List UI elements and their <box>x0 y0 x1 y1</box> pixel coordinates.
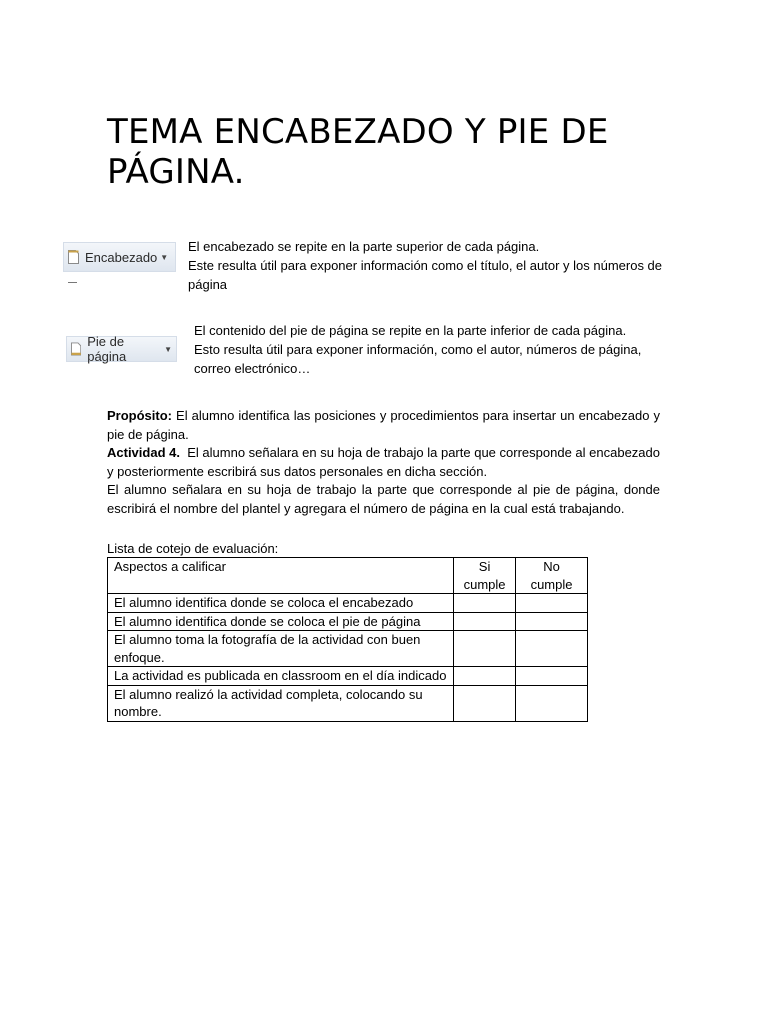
pie-line-2: Esto resulta útil para exponer información, como el autor, números de página, correo electrónico… <box>194 342 642 376</box>
proposito-paragraph <box>107 407 660 444</box>
divider <box>68 282 77 283</box>
encabezado-button[interactable] <box>63 242 176 272</box>
document-icon <box>68 250 79 264</box>
actividad-label: Actividad 4. <box>107 445 180 460</box>
pie-de-pagina-button[interactable] <box>66 336 177 362</box>
no-cumple-cell[interactable] <box>516 685 588 721</box>
no-cumple-cell[interactable] <box>516 594 588 613</box>
chevron-down-icon: ▼ <box>160 252 169 262</box>
pie-line-1: El contenido del pie de página se repite en la parte inferior de cada página. <box>194 323 627 338</box>
proposito-text: El alumno identifica las posiciones y procedimientos para insertar un encabezado y pie de página. <box>107 408 660 442</box>
pie-description <box>194 321 664 378</box>
table-row <box>108 594 588 613</box>
evaluation-table <box>107 557 588 722</box>
encabezado-description <box>188 237 678 294</box>
no-cumple-cell[interactable] <box>516 631 588 667</box>
si-cumple-cell[interactable] <box>454 631 516 667</box>
table-header-row <box>108 558 588 594</box>
pie-instruction-paragraph: El alumno señalara en su hoja de trabajo la parte que corresponde al pie de página, donde escribirá el nombre del plantel y agregara el número de página en la cual está trabajando. <box>107 482 660 516</box>
activity-instructions <box>107 407 664 518</box>
table-cell: El alumno identifica donde se coloca el encabezado <box>108 594 454 613</box>
si-cumple-cell[interactable] <box>454 612 516 631</box>
page-title: TEMA ENCABEZADO Y PIE DE PÁGINA. <box>107 112 609 192</box>
lista-cotejo-title: Lista de cotejo de evaluación: <box>107 541 279 556</box>
no-cumple-cell[interactable] <box>516 612 588 631</box>
table-cell: El alumno identifica donde se coloca el pie de página <box>108 612 454 631</box>
actividad-text: El alumno señalara en su hoja de trabajo la parte que corresponde al encabezado y posteriormente escribirá sus datos personales en dicha sección. <box>107 445 664 479</box>
encabezado-line-1: El encabezado se repite en la parte superior de cada página. <box>188 239 540 254</box>
table-header: Aspectos a calificar <box>108 558 454 594</box>
table-header: No cumple <box>516 558 588 594</box>
si-cumple-cell[interactable] <box>454 685 516 721</box>
table-row <box>108 685 588 721</box>
encabezado-line-2: Este resulta útil para exponer información como el título, el autor y los números de página <box>188 258 663 292</box>
table-row <box>108 631 588 667</box>
document-icon <box>71 342 81 356</box>
actividad-paragraph <box>107 444 664 481</box>
table-cell: El alumno realizó la actividad completa, colocando su nombre. <box>108 685 454 721</box>
table-header: Si cumple <box>454 558 516 594</box>
table-cell: El alumno toma la fotografía de la actividad con buen enfoque. <box>108 631 454 667</box>
pie-button-label: Pie de página <box>87 334 127 364</box>
proposito-label: Propósito: <box>107 408 172 423</box>
si-cumple-cell[interactable] <box>454 667 516 686</box>
no-cumple-cell[interactable] <box>516 667 588 686</box>
si-cumple-cell[interactable] <box>454 594 516 613</box>
table-row <box>108 612 588 631</box>
encabezado-button-label: Encabezado <box>85 249 158 265</box>
table-cell: La actividad es publicada en classroom en el día indicado <box>108 667 454 686</box>
table-row <box>108 667 588 686</box>
chevron-down-icon: ▼ <box>164 344 172 354</box>
